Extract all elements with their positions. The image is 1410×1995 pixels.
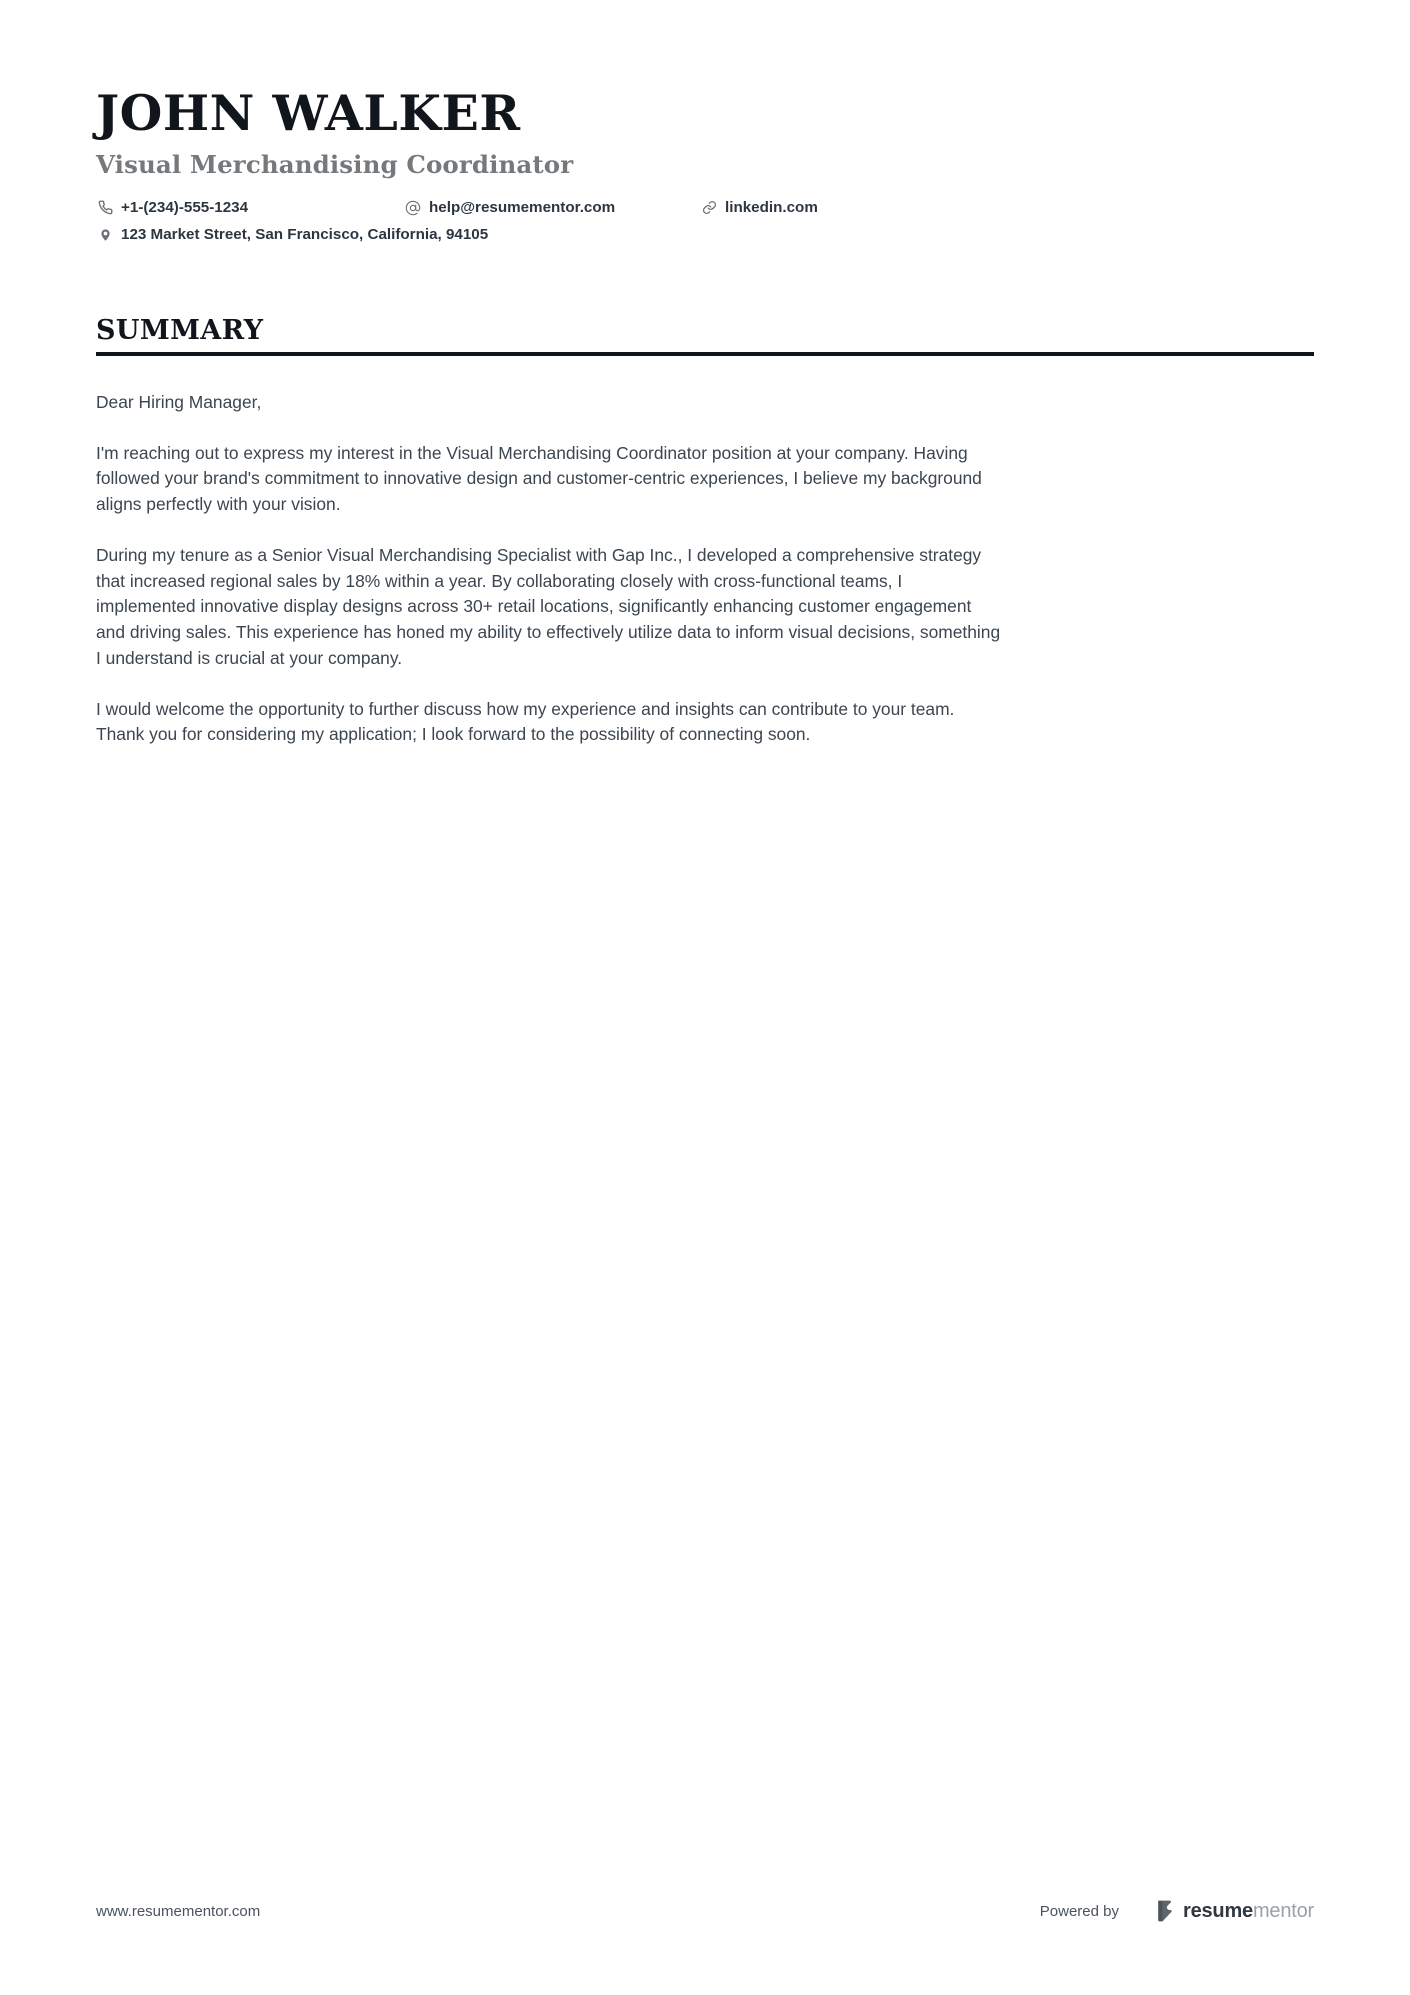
summary-section-divider bbox=[96, 352, 1314, 356]
contact-email-value: help@resumementor.com bbox=[429, 199, 616, 217]
summary-salutation: Dear Hiring Manager, bbox=[96, 391, 262, 412]
map-pin-icon bbox=[96, 226, 114, 244]
contact-phone[interactable] bbox=[96, 198, 404, 217]
contact-linkedin[interactable] bbox=[700, 198, 818, 217]
contact-email[interactable] bbox=[404, 198, 700, 217]
contact-row-primary bbox=[96, 198, 1314, 217]
phone-icon bbox=[96, 199, 114, 217]
resumementor-logo[interactable] bbox=[1157, 1900, 1314, 1922]
summary-paragraph-2: During my tenure as a Senior Visual Merchandising Specialist with Gap Inc., I developed a comprehensive strategy that increased regional sales by 18% within a year. By collaborating closely with cross-functional teams, I implemented innovative display designs across 30+ retail locations, significantly enhancing customer engagement and driving sales. This experience has honed my ability to effectively utilize data to inform visual decisions, something I understand is crucial at your company. bbox=[96, 544, 1001, 668]
contact-address bbox=[96, 225, 488, 244]
contact-block bbox=[96, 198, 1314, 244]
candidate-name: JOHN WALKER bbox=[96, 84, 521, 142]
contact-row-address bbox=[96, 225, 1314, 244]
resume-header bbox=[96, 0, 1314, 244]
summary-section bbox=[96, 316, 1314, 748]
summary-paragraph-1: I'm reaching out to express my interest in the Visual Merchandising Coordinator position at your company. Having followed your brand's commitment to innovative design and customer-centric experiences, I believe my background aligns perfectly with your vision. bbox=[96, 442, 982, 515]
contact-address-value: 123 Market Street, San Francisco, California, 94105 bbox=[121, 226, 489, 244]
resumementor-wordmark bbox=[1183, 1901, 1314, 1921]
link-icon bbox=[700, 199, 718, 217]
footer-website[interactable]: www.resumementor.com bbox=[96, 1902, 261, 1920]
candidate-job-title: Visual Merchandising Coordinator bbox=[96, 149, 574, 179]
summary-body bbox=[96, 390, 1314, 748]
brand-name-light: mentor bbox=[1252, 1900, 1314, 1922]
page-footer bbox=[96, 1900, 1314, 1922]
footer-branding bbox=[1040, 1900, 1314, 1922]
contact-phone-value: +1-(234)-555-1234 bbox=[121, 199, 249, 217]
brand-name-strong: resume bbox=[1183, 1900, 1253, 1922]
summary-paragraph-3: I would welcome the opportunity to further discuss how my experience and insights can contribute to your team. Thank you for considering my application; I look forward to the possibility of connecting soon. bbox=[96, 698, 955, 745]
powered-by-label: Powered by bbox=[1039, 1902, 1119, 1920]
summary-section-title: SUMMARY bbox=[96, 315, 264, 347]
at-sign-icon bbox=[404, 199, 422, 217]
contact-linkedin-value: linkedin.com bbox=[725, 199, 818, 217]
resumementor-logo-icon bbox=[1157, 1900, 1176, 1922]
